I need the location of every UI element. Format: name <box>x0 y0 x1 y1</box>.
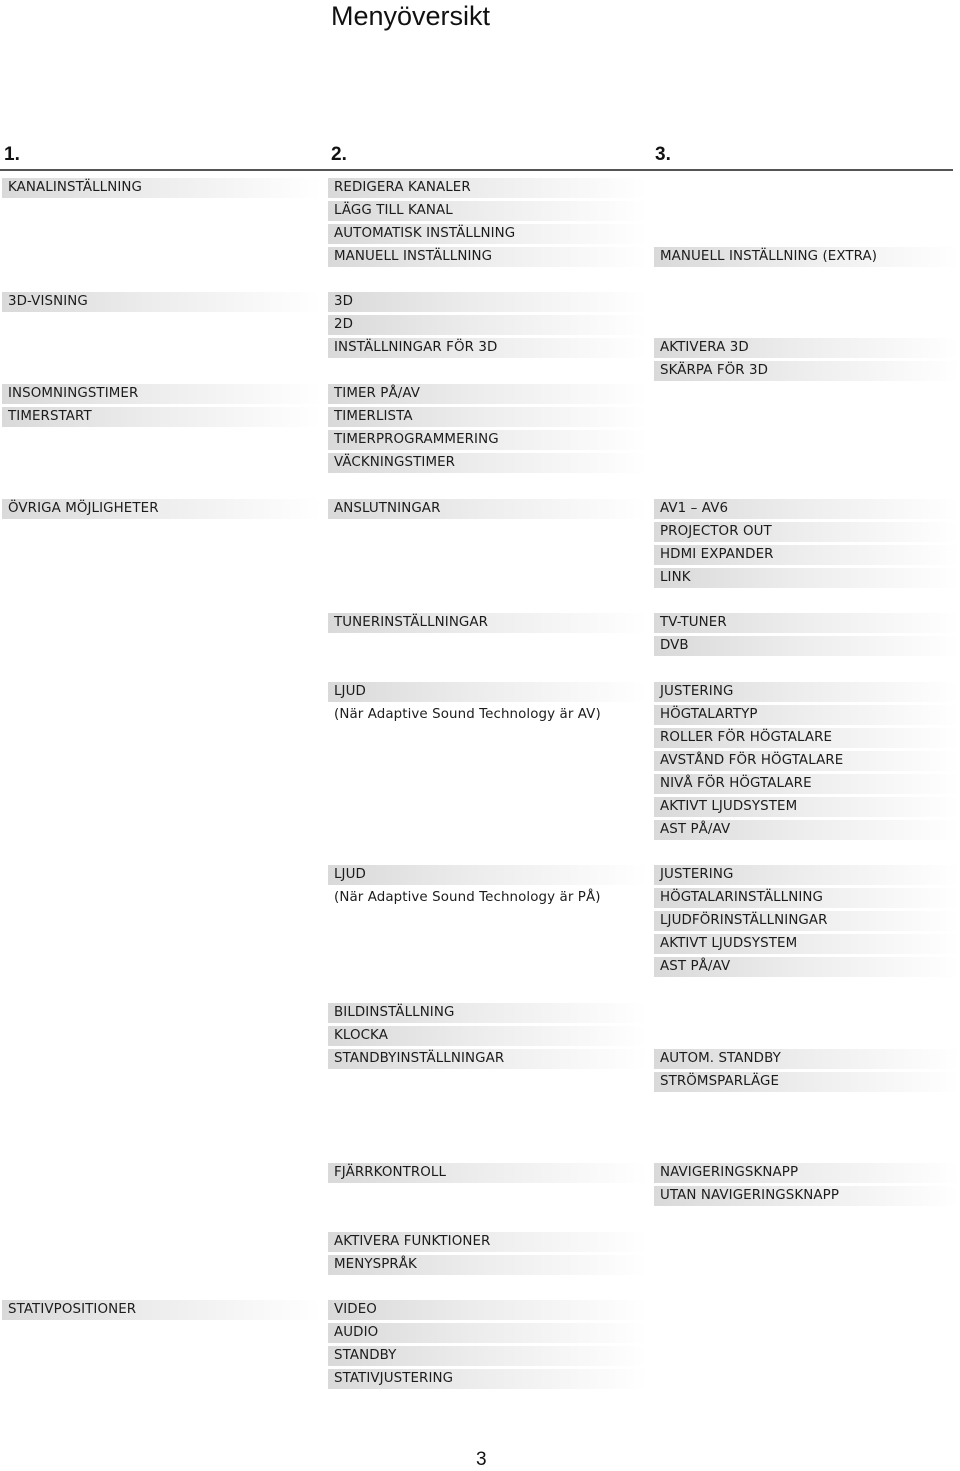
subsubmenu-item: AST PÅ/AV <box>654 957 960 977</box>
subsubmenu-item: AV1 – AV6 <box>654 499 960 519</box>
menu-item-kanalinstallning: KANALINSTÄLLNING <box>2 178 322 198</box>
subsubmenu-item: STRÖMSPARLÄGE <box>654 1072 960 1092</box>
submenu-item: TUNERINSTÄLLNINGAR <box>328 613 648 633</box>
page-number: 3 <box>476 1449 487 1470</box>
submenu-item: ANSLUTNINGAR <box>328 499 648 519</box>
subsubmenu-item: AKTIVT LJUDSYSTEM <box>654 797 960 817</box>
submenu-item: STATIVJUSTERING <box>328 1369 648 1389</box>
submenu-note: (När Adaptive Sound Technology är AV) <box>334 707 601 722</box>
subsubmenu-item: HÖGTALARINSTÄLLNING <box>654 888 960 908</box>
page-title: Menyöversikt <box>331 1 491 31</box>
submenu-item: STANDBY <box>328 1346 648 1366</box>
subsubmenu-item: NAVIGERINGSKNAPP <box>654 1163 960 1183</box>
header-rule <box>0 169 953 171</box>
submenu-item: 3D <box>328 292 648 312</box>
column-heading-1: 1. <box>4 144 20 165</box>
submenu-item: TIMER PÅ/AV <box>328 384 648 404</box>
subsubmenu-item: MANUELL INSTÄLLNING (EXTRA) <box>654 247 960 267</box>
menu-item-timerstart: TIMERSTART <box>2 407 322 427</box>
submenu-item: KLOCKA <box>328 1026 648 1046</box>
submenu-item: FJÄRRKONTROLL <box>328 1163 648 1183</box>
submenu-item: LÄGG TILL KANAL <box>328 201 648 221</box>
subsubmenu-item: ROLLER FÖR HÖGTALARE <box>654 728 960 748</box>
submenu-item: MENYSPRÅK <box>328 1255 648 1275</box>
subsubmenu-item: DVB <box>654 636 960 656</box>
subsubmenu-item: AVSTÅND FÖR HÖGTALARE <box>654 751 960 771</box>
submenu-item: STANDBYINSTÄLLNINGAR <box>328 1049 648 1069</box>
submenu-item: VIDEO <box>328 1300 648 1320</box>
submenu-item: AUDIO <box>328 1323 648 1343</box>
menu-item-insomningstimer: INSOMNINGSTIMER <box>2 384 322 404</box>
subsubmenu-item: UTAN NAVIGERINGSKNAPP <box>654 1186 960 1206</box>
submenu-item: TIMERLISTA <box>328 407 648 427</box>
menu-item-ovriga-mojligheter: ÖVRIGA MÖJLIGHETER <box>2 499 322 519</box>
submenu-item: INSTÄLLNINGAR FÖR 3D <box>328 338 648 358</box>
submenu-item: VÄCKNINGSTIMER <box>328 453 648 473</box>
submenu-item: 2D <box>328 315 648 335</box>
subsubmenu-item: LJUDFÖRINSTÄLLNINGAR <box>654 911 960 931</box>
subsubmenu-item: AKTIVT LJUDSYSTEM <box>654 934 960 954</box>
subsubmenu-item: AUTOM. STANDBY <box>654 1049 960 1069</box>
subsubmenu-item: PROJECTOR OUT <box>654 522 960 542</box>
menu-item-3d-visning: 3D-VISNING <box>2 292 322 312</box>
submenu-item: LJUD <box>328 865 648 885</box>
subsubmenu-item: SKÄRPA FÖR 3D <box>654 361 960 381</box>
submenu-item: LJUD <box>328 682 648 702</box>
submenu-item: AUTOMATISK INSTÄLLNING <box>328 224 648 244</box>
submenu-item: REDIGERA KANALER <box>328 178 648 198</box>
subsubmenu-item: NIVÅ FÖR HÖGTALARE <box>654 774 960 794</box>
submenu-note: (När Adaptive Sound Technology är PÅ) <box>334 890 601 905</box>
submenu-item: AKTIVERA FUNKTIONER <box>328 1232 648 1252</box>
submenu-item: MANUELL INSTÄLLNING <box>328 247 648 267</box>
submenu-item: BILDINSTÄLLNING <box>328 1003 648 1023</box>
submenu-item: TIMERPROGRAMMERING <box>328 430 648 450</box>
subsubmenu-item: AST PÅ/AV <box>654 820 960 840</box>
subsubmenu-item: TV-TUNER <box>654 613 960 633</box>
subsubmenu-item: JUSTERING <box>654 865 960 885</box>
subsubmenu-item: HDMI EXPANDER <box>654 545 960 565</box>
column-heading-2: 2. <box>331 144 347 165</box>
subsubmenu-item: JUSTERING <box>654 682 960 702</box>
subsubmenu-item: AKTIVERA 3D <box>654 338 960 358</box>
column-heading-3: 3. <box>655 144 671 165</box>
menu-item-stativpositioner: STATIVPOSITIONER <box>2 1300 322 1320</box>
subsubmenu-item: LINK <box>654 568 960 588</box>
subsubmenu-item: HÖGTALARTYP <box>654 705 960 725</box>
